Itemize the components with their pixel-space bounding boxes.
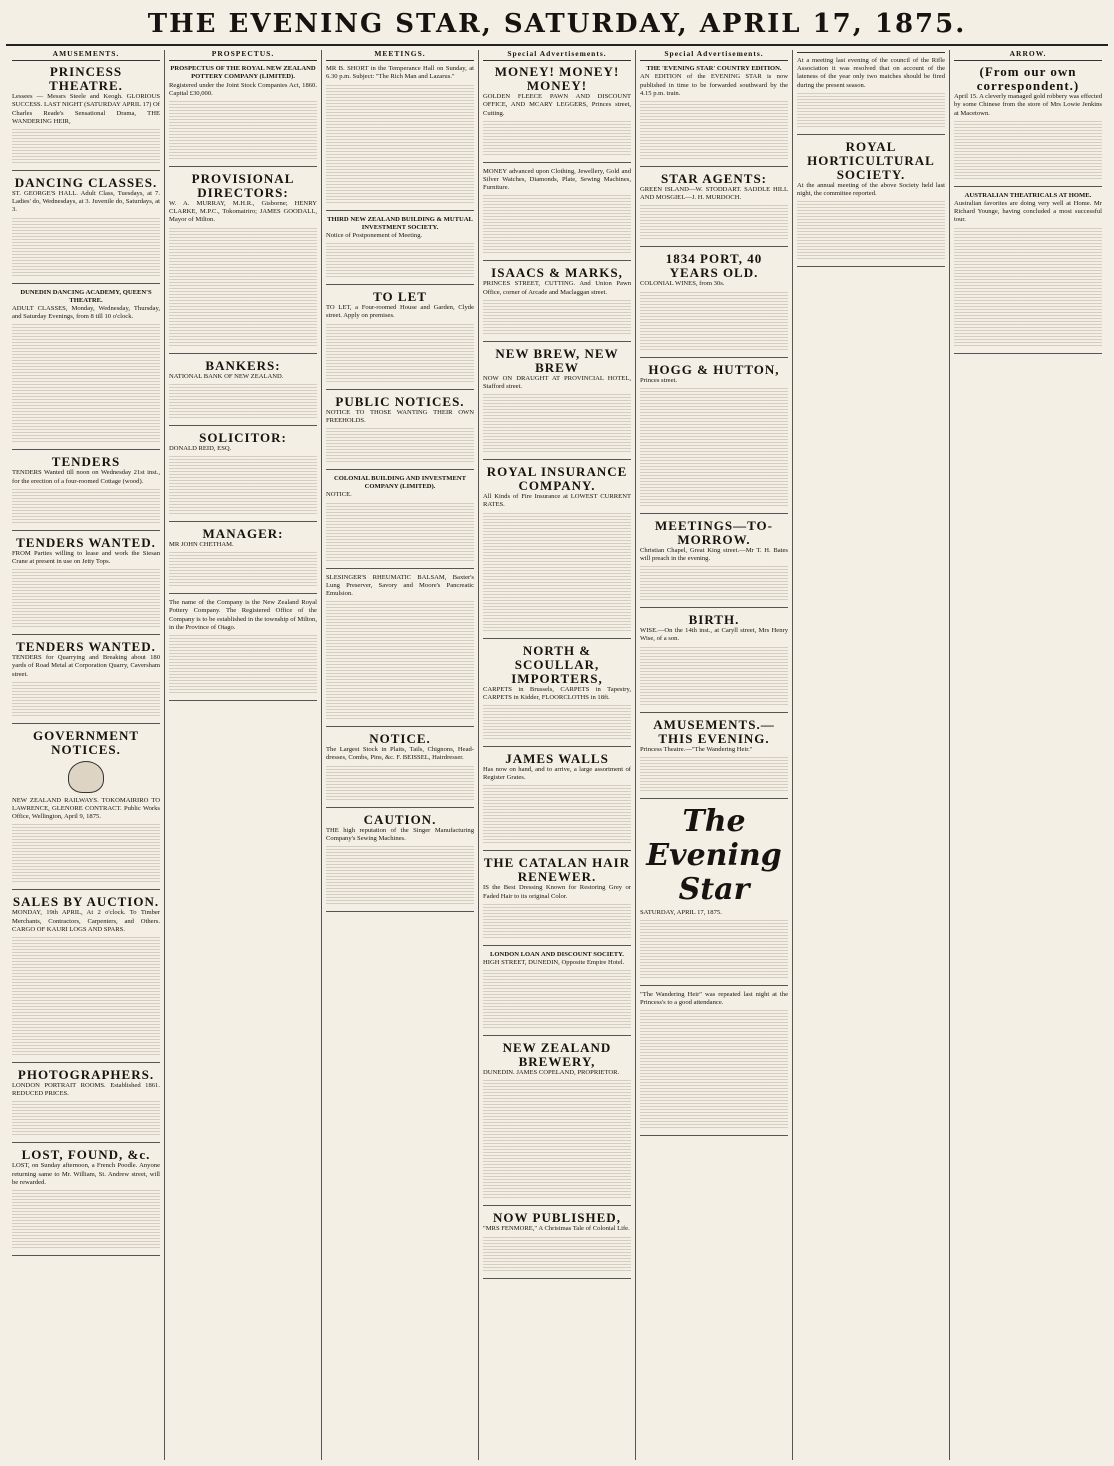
- article: [483, 1211, 631, 1271]
- article: [326, 813, 474, 905]
- article-heading: SOLICITOR:: [199, 429, 287, 445]
- article-body: NOTICE.: [326, 491, 352, 499]
- article: [483, 644, 631, 740]
- body-text-lines: [326, 600, 474, 720]
- article-heading: NORTH & SCOULLAR, IMPORTERS,: [511, 642, 603, 686]
- article: [797, 57, 945, 128]
- divider: [12, 1062, 160, 1063]
- article-heading: PHOTOGRAPHERS.: [17, 1067, 155, 1083]
- article-body: THE high reputation of the Singer Manufacturing Company's Sewing Machines.: [326, 826, 474, 842]
- body-text-lines: [483, 512, 631, 632]
- divider: [640, 513, 788, 514]
- article: [640, 613, 788, 705]
- article: [483, 347, 631, 453]
- article-body: FROM Parties willing to lease and work the Siesan Crane at present in use on Jetty Tops.: [12, 549, 160, 566]
- column-heading: MEETINGS.: [326, 50, 474, 61]
- article-heading: TENDERS WANTED.: [16, 639, 156, 655]
- article-body: The name of the Company is the New Zealand Royal Pottery Company. The Registered Office of the Company is to be established in the township of Milton, in the Province of Otago.: [169, 599, 317, 631]
- divider: [640, 607, 788, 608]
- body-text-lines: [797, 92, 945, 128]
- article-body: At the annual meeting of the above Society held last night, the committee reported.: [797, 181, 945, 198]
- article: [12, 536, 160, 628]
- divider: [797, 134, 945, 135]
- divider: [169, 166, 317, 167]
- divider: [12, 1255, 160, 1256]
- column-7: [950, 50, 1106, 1460]
- body-text-lines: [326, 84, 474, 204]
- article: [640, 805, 788, 979]
- body-text-lines: [12, 936, 160, 1056]
- body-text-lines: [12, 488, 160, 524]
- divider: [483, 638, 631, 639]
- divider: [483, 260, 631, 261]
- divider: [169, 700, 317, 701]
- article: [326, 290, 474, 382]
- article-body: Princess Theatre.—"The Wandering Heir.": [640, 745, 753, 753]
- article-heading: TENDERS WANTED.: [16, 534, 156, 550]
- article-heading: BIRTH.: [688, 612, 740, 628]
- article: [12, 289, 160, 444]
- article-body: MONEY advanced upon Clothing, Jewellery, Gold and Silver Watches, Diamonds, Plate, Sewing Machines, Furniture.: [483, 167, 631, 192]
- article: [640, 718, 788, 792]
- body-text-lines: [954, 120, 1102, 180]
- article-heading: THIRD NEW ZEALAND BUILDING & MUTUAL INVESTMENT SOCIETY.: [327, 215, 473, 231]
- article: [12, 455, 160, 523]
- article-body: NOTICE TO THOSE WANTING THEIR OWN FREEHOLDS.: [326, 408, 474, 424]
- divider: [483, 1205, 631, 1206]
- divider: [483, 162, 631, 163]
- article-body: MONDAY, 19th APRIL, At 2 o'clock. To Timber Merchants, Contractors, Carpenters, and Others. CARGO OF KAURI LOGS AND SPARS.: [12, 909, 160, 933]
- body-text-lines: [640, 291, 788, 351]
- article-body: SLESINGER'S RHEUMATIC BALSAM, Baxter's Lung Preserver, Savory and Moore's Pancreatic Emulsion.: [326, 573, 474, 598]
- article: [326, 475, 474, 562]
- column-heading: Special Advertisements.: [640, 50, 788, 61]
- body-text-lines: [12, 681, 160, 717]
- divider: [640, 798, 788, 799]
- article-heading: JAMES WALLS: [505, 751, 609, 767]
- article: [169, 359, 317, 419]
- divider: [169, 353, 317, 354]
- article: [326, 574, 474, 721]
- divider: [169, 425, 317, 426]
- body-text-lines: [640, 646, 788, 706]
- column-2: [165, 50, 322, 1460]
- article-heading: NEW ZEALAND BREWERY,: [502, 1040, 612, 1070]
- body-text-lines: [12, 568, 160, 628]
- body-text-lines: [12, 128, 160, 164]
- article-heading: MANAGER:: [202, 526, 284, 542]
- divider: [12, 889, 160, 890]
- divider: [640, 357, 788, 358]
- body-text-lines: [12, 323, 160, 443]
- article-body: HIGH STREET, DUNEDIN, Opposite Empire Hotel.: [483, 959, 625, 967]
- article-heading: DUNEDIN DANCING ACADEMY, QUEEN'S THEATRE.: [20, 288, 152, 304]
- divider: [640, 246, 788, 247]
- article-body: GOLDEN FLEECE PAWN AND DISCOUNT OFFICE, AND MCARY LEGGERS, Princes street, Cutting.: [483, 93, 631, 117]
- divider: [640, 166, 788, 167]
- body-text-lines: [797, 200, 945, 260]
- body-text-lines: [483, 969, 631, 1029]
- article-body: AN EDITION of the EVENING STAR is now published in time to be forwarded southward by the 4.15 p.m. train.: [640, 73, 788, 97]
- article-body: Notice of Postponement of Meeting.: [326, 232, 423, 240]
- article-heading: NOTICE.: [369, 731, 431, 747]
- article-body: DONALD REID, ESQ.: [169, 444, 232, 452]
- article: [640, 172, 788, 240]
- body-text-lines: [483, 393, 631, 453]
- body-text-lines: [326, 427, 474, 463]
- article: [12, 1148, 160, 1249]
- article-heading: NEW BREW, NEW BREW: [495, 345, 619, 375]
- divider: [483, 459, 631, 460]
- divider: [169, 521, 317, 522]
- article-body: Registered under the Joint Stock Companies Act, 1860. Capital £30,000.: [169, 81, 317, 97]
- divider: [12, 634, 160, 635]
- article: [483, 951, 631, 1029]
- article-heading: AUSTRALIAN THEATRICALS AT HOME.: [964, 191, 1092, 199]
- article-heading: LONDON LOAN AND DISCOUNT SOCIETY.: [490, 950, 624, 958]
- column-6: [793, 50, 950, 1460]
- body-text-lines: [640, 919, 788, 979]
- article-body: "MRS FENMORE," A Christmas Tale of Colonial Life.: [483, 1225, 630, 1233]
- article-heading: THE 'EVENING STAR' COUNTRY EDITION.: [646, 65, 782, 73]
- article: [12, 895, 160, 1056]
- divider: [483, 1035, 631, 1036]
- divider: [640, 985, 788, 986]
- column-heading: PROSPECTUS.: [169, 50, 317, 61]
- body-text-lines: [640, 1009, 788, 1129]
- article-heading: LOST, FOUND, &c.: [21, 1147, 151, 1163]
- column-heading: ARROW.: [954, 50, 1102, 61]
- body-text-lines: [483, 1236, 631, 1272]
- body-text-lines: [169, 551, 317, 587]
- article-body: Lessees — Messrs Steele and Keogh. GLORIOUS SUCCESS. LAST NIGHT (SATURDAY APRIL 17) Of Charles Reade's Sensational Drama, THE WANDERING HEIR,: [12, 93, 160, 125]
- article-heading: PRINCESS THEATRE.: [49, 64, 123, 94]
- article: [483, 752, 631, 844]
- article: [326, 395, 474, 463]
- article-body: WISE.—On the 14th inst., at Caryll street, Mrs Henry Wise, of a son.: [640, 627, 788, 643]
- article-body: TO LET, a Four-roomed House and Garden, Clyde street. Apply on premises.: [326, 304, 474, 320]
- article-body: NATIONAL BANK OF NEW ZEALAND.: [169, 372, 284, 380]
- article-heading: 1834 PORT, 40 YEARS OLD.: [665, 251, 763, 281]
- article: [12, 640, 160, 717]
- column-1: [8, 50, 165, 1460]
- columns: [8, 50, 1106, 1460]
- article-body: TENDERS Wanted till noon on Wednesday 21st inst., for the erection of a four-roomed Cottage (wood).: [12, 469, 160, 485]
- body-text-lines: [169, 383, 317, 419]
- divider: [12, 1142, 160, 1143]
- column-5: [636, 50, 793, 1460]
- article-heading: TO LET: [373, 289, 427, 305]
- divider: [483, 945, 631, 946]
- article-body: LONDON PORTRAIT ROOMS. Established 1861. REDUCED PRICES.: [12, 1082, 160, 1098]
- body-text-lines: [169, 634, 317, 694]
- divider: [954, 186, 1102, 187]
- divider: [326, 911, 474, 912]
- body-text-lines: [326, 502, 474, 562]
- article-heading: ISAACS & MARKS,: [491, 265, 623, 281]
- article-body: PRINCES STREET, CUTTING. And Union Pawn Office, corner of Arcade and Maclaggan street.: [483, 280, 631, 296]
- article: [640, 363, 788, 507]
- article-heading: BANKERS:: [205, 357, 281, 373]
- article-body: ADULT CLASSES, Monday, Wednesday, Thursday, and Saturday Evenings, from 8 till 10 o'clock.: [12, 305, 160, 321]
- article-body: W. A. MURRAY, M.H.R., Gisborne; HENRY CLARKE, M.P.C., Tokomairiro; JAMES GOODALL, Mayor of Milton.: [169, 200, 317, 224]
- divider: [797, 266, 945, 267]
- body-text-lines: [640, 100, 788, 160]
- body-text-lines: [12, 217, 160, 277]
- article-heading: MONEY! MONEY! MONEY!: [494, 64, 620, 94]
- article-body: April 15. A cleverly managed gold robbery was effected by some Chinese from the store of Mrs Lowie Jenkins at Macetown.: [954, 93, 1103, 117]
- article: [169, 527, 317, 587]
- article: [640, 991, 788, 1129]
- column-4: [479, 50, 636, 1460]
- divider: [12, 530, 160, 531]
- article-heading: GOVERNMENT NOTICES.: [32, 727, 140, 757]
- article-heading: PROVISIONAL DIRECTORS:: [191, 171, 295, 201]
- column-3: [322, 50, 479, 1460]
- article: [640, 65, 788, 160]
- body-text-lines: [954, 227, 1102, 347]
- article-body: LOST, on Sunday afternoon, a French Poodle. Anyone returning same to Mr. William, St. Andrew street, will be rewarded.: [12, 1162, 160, 1186]
- article-heading: NOW PUBLISHED,: [493, 1210, 621, 1226]
- article-heading: COLONIAL BUILDING AND INVESTMENT COMPANY (LIMITED).: [333, 475, 467, 491]
- body-text-lines: [483, 903, 631, 939]
- body-text-lines: [483, 1079, 631, 1199]
- article-body: Australian favorites are doing very well at Home. Mr Richard Younge, having concluded a most successful tour.: [954, 200, 1102, 224]
- body-text-lines: [169, 100, 317, 160]
- column-heading: Special Advertisements.: [483, 50, 631, 61]
- article-body: At a meeting last evening of the council of the Rifle Association it was resolved that on account of the lateness of the year only two matches should be fired during the present season.: [797, 57, 945, 89]
- divider: [640, 712, 788, 713]
- article: [12, 1068, 160, 1136]
- article-body: GREEN ISLAND—W. STODDART. SADDLE HILL AND MOSGIEL—J. H. MURDOCH.: [640, 186, 788, 202]
- article: [483, 465, 631, 631]
- article: [640, 519, 788, 601]
- divider: [483, 850, 631, 851]
- article-heading: THE CATALAN HAIR RENEWER.: [483, 855, 631, 885]
- divider: [483, 341, 631, 342]
- article: [797, 140, 945, 260]
- article-body: COLONIAL WINES, from 30s.: [640, 280, 725, 288]
- divider: [12, 283, 160, 284]
- article-heading: TENDERS: [51, 454, 121, 470]
- article-heading: CAUTION.: [363, 811, 437, 827]
- body-text-lines: [12, 823, 160, 883]
- article-body: NEW ZEALAND RAILWAYS. TOKOMAIRIRO TO LAWRENCE, GLENORE CONTRACT. Public Works Office, Wellington, April 9, 1875.: [12, 796, 160, 821]
- article-body: The Largest Stock in Plaits, Tails, Chignons, Head-dresses, Combs, Pins, &c. F. BEISSEL, Hairdresser.: [326, 746, 474, 762]
- body-text-lines: [169, 455, 317, 515]
- article: [483, 856, 631, 938]
- divider: [640, 1135, 788, 1136]
- masthead: [6, 4, 1108, 46]
- body-text-lines: [12, 1100, 160, 1136]
- article: [640, 252, 788, 350]
- divider: [326, 469, 474, 470]
- body-text-lines: [483, 299, 631, 335]
- divider: [326, 568, 474, 569]
- article-body: ST. GEORGE'S HALL. Adult Class, Tuesdays, at 7. Ladies' do, Wednesdays, at 3. Juvenile do, Saturdays, at 3.: [12, 190, 160, 214]
- article-body: CARPETS in Brussels, CARPETS in Tapestry, CARPETS in Kidder, FLOORCLOTHS in 18ft.: [483, 685, 631, 701]
- article: [326, 65, 474, 203]
- article: [954, 65, 1102, 180]
- body-text-lines: [12, 1189, 160, 1249]
- article: [483, 65, 631, 156]
- article-heading: (From our own correspondent.): [976, 64, 1080, 94]
- royal-crest-icon: [68, 761, 104, 793]
- article: [12, 176, 160, 277]
- divider: [12, 449, 160, 450]
- article-heading: HOGG & HUTTON,: [648, 361, 780, 377]
- article: [169, 65, 317, 160]
- body-text-lines: [169, 227, 317, 347]
- article-body: Christian Chapel, Great King street.—Mr T. H. Bates will preach in the evening.: [640, 546, 788, 563]
- article-heading: ROYAL INSURANCE COMPANY.: [486, 464, 628, 494]
- article: [12, 729, 160, 884]
- divider: [326, 389, 474, 390]
- masthead-title: THE EVENING STAR, SATURDAY, APRIL 17, 1875.: [147, 9, 967, 39]
- article-body: IS the Best Dressing Known for Restoring Grey or Faded Hair to its original Color.: [483, 884, 631, 900]
- divider: [954, 353, 1102, 354]
- body-text-lines: [640, 756, 788, 792]
- body-text-lines: [483, 784, 631, 844]
- body-text-lines: [483, 704, 631, 740]
- article-body: MR JOHN CHETHAM.: [169, 541, 234, 549]
- body-text-lines: [326, 323, 474, 383]
- body-text-lines: [326, 765, 474, 801]
- divider: [12, 723, 160, 724]
- article-body: Princes street.: [640, 376, 677, 384]
- article-body: NOW ON DRAUGHT AT PROVINCIAL HOTEL, Stafford street.: [483, 374, 631, 391]
- divider: [169, 593, 317, 594]
- article-body: SATURDAY, APRIL 17, 1875.: [640, 908, 722, 916]
- article-heading: PROSPECTUS OF THE ROYAL NEW ZEALAND POTTERY COMPANY (LIMITED).: [170, 65, 316, 81]
- body-text-lines: [640, 565, 788, 601]
- article-body: MR B. SHORT in the Temperance Hall on Sunday, at 6.30 p.m. Subject: "The Rich Man and Lazarus.": [326, 65, 474, 81]
- article-body: DUNEDIN. JAMES COPELAND, PROPRIETOR.: [483, 1069, 620, 1077]
- article-body: All Kinds of Fire Insurance at LOWEST CURRENT RATES.: [483, 493, 631, 509]
- article-heading: PUBLIC NOTICES.: [335, 393, 465, 409]
- divider: [326, 210, 474, 211]
- divider: [326, 284, 474, 285]
- article: [169, 172, 317, 347]
- article-heading: AMUSEMENTS.—THIS EVENING.: [653, 716, 775, 746]
- article-body: "The Wandering Heir" was repeated last night at the Princess's to a good attendance.: [640, 991, 788, 1007]
- article: [483, 168, 631, 255]
- body-text-lines: [483, 120, 631, 156]
- divider: [483, 1278, 631, 1279]
- divider: [326, 807, 474, 808]
- article: [326, 216, 474, 279]
- article-body: Has now on hand, and to arrive, a large assortment of Register Grates.: [483, 766, 631, 782]
- article: [483, 266, 631, 334]
- divider: [326, 726, 474, 727]
- body-text-lines: [483, 194, 631, 254]
- article: [169, 599, 317, 694]
- article: [12, 65, 160, 164]
- article-heading: STAR AGENTS:: [660, 171, 768, 187]
- article: [326, 732, 474, 800]
- body-text-lines: [640, 204, 788, 240]
- article-heading: DANCING CLASSES.: [14, 175, 158, 191]
- divider: [483, 746, 631, 747]
- body-text-lines: [326, 242, 474, 278]
- article-heading: ROYAL HORTICULTURAL SOCIETY.: [807, 138, 935, 182]
- article-heading: The Evening Star: [646, 803, 782, 907]
- article-heading: SALES BY AUCTION.: [12, 894, 160, 910]
- article: [954, 192, 1102, 347]
- divider: [12, 170, 160, 171]
- article: [483, 1041, 631, 1199]
- article-heading: MEETINGS—TO-MORROW.: [655, 517, 773, 547]
- body-text-lines: [326, 845, 474, 905]
- body-text-lines: [640, 387, 788, 507]
- column-heading: [797, 50, 945, 53]
- column-heading: AMUSEMENTS.: [12, 50, 160, 61]
- article-body: TENDERS for Quarrying and Breaking about 180 yards of Road Metal at Corporation Quarry, Caversham street.: [12, 654, 160, 678]
- article: [169, 431, 317, 515]
